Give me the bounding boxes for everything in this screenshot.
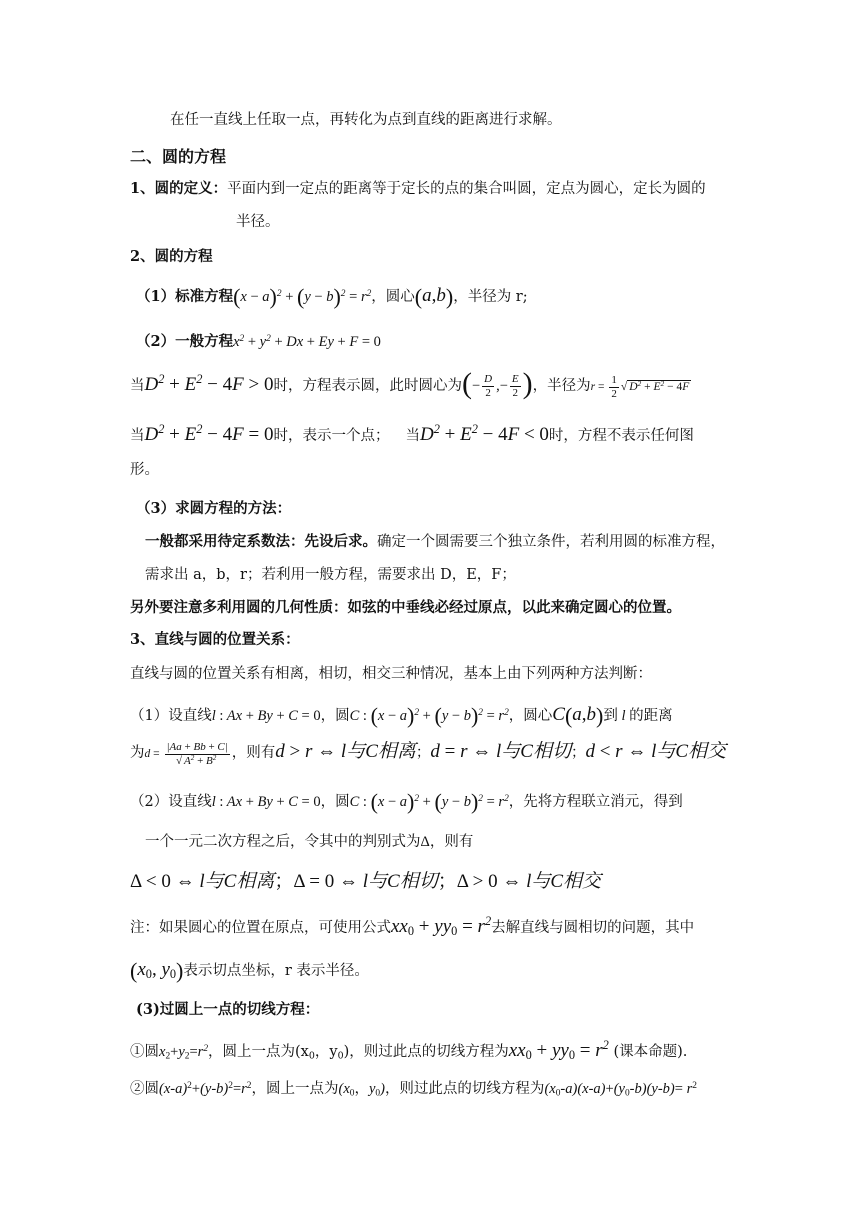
relation-far: d > r ⇔ l与C相离 (275, 741, 416, 762)
relation-tangent: d = r ⇔ l与C相切 (430, 741, 571, 762)
discriminant-relations: Δ < 0 ⇔ l与C相离；Δ = 0 ⇔ l与C相切；Δ > 0 ⇔ l与C相交 (130, 871, 602, 892)
tangent-case-1: ①圆$x_2+y_2=r^2$，圆上一点为($x_0$，$y_0$)，则过此点的切线方程为$xx_0 + yy_0 = r^2$ (课本命题). (130, 1038, 688, 1063)
method-1-line: （1）设直线l : Ax + By + C = 0，圆C : $(x - a)^2 + (y - b)^2 = r^2$，圆心C(a,b)到 l 的距离 (130, 703, 673, 728)
definition-label: 1、圆的定义： (130, 180, 228, 197)
definition-text: 半径。 (236, 214, 280, 230)
circle-equation: C : $(x - a)^2 + (y - b)^2 = r^2$ (349, 703, 509, 728)
paragraph-text: 在任一直线上任取一点，再转化为点到直线的距离进行求解。 (170, 112, 562, 128)
center-formula: (a,b) (414, 284, 454, 309)
method-2-line: （2）设直线l : Ax + By + C = 0，圆C : $(x - a)^2 + (y - b)^2 = r^2$，先将方程联立消元，得到 (130, 789, 683, 814)
method-emphasis: 一般都采用待定系数法：先设后求。 (145, 533, 377, 550)
tangent-formula: $xx_0 + yy_0 = r^2$ (391, 914, 492, 939)
general-equation-line (136, 330, 381, 354)
discriminant-negative: $D^2 + E^2 - 4F < 0$ (419, 422, 549, 445)
general-case-2: 当$D^2 + E^2 - 4F = 0$时，表示一个点； 当$D^2 + E^2 - 4F < 0$时，方程不表示任何图 (130, 422, 694, 445)
general-case-1: 当$D^2 + E^2 - 4F > 0$时，方程表示圆，此时圆心为(− $\frac{D}{2}$ ,− $\frac{E}{2}$ )，半径为r = $\frac{1}{2}$ √ $D^2 + E^2 - 4F$ (130, 367, 690, 400)
position-heading: 3、直线与圆的位置关系： (130, 631, 300, 648)
method-heading: （3）求圆方程的方法： (136, 500, 292, 517)
circle-center: C(a,b) (552, 703, 604, 728)
radius-formula: r = $\frac{1}{2}$ √ $D^2 + E^2 - 4F$ (590, 373, 690, 400)
tangent-point: ($x_0$, $y_0$) (130, 958, 184, 983)
text-line (170, 108, 562, 132)
subsection-heading: 2、圆的方程 (130, 248, 213, 265)
standard-equation-line: （1）标准方程$(x - a)^2 + (y - b)^2 = r^2$，圆心(a,b)，半径为 r; (136, 284, 528, 309)
method-2-line-2: 一个一元二次方程之后，令其中的判别式为Δ，则有 (145, 834, 474, 850)
discriminant-positive: $D^2 + E^2 - 4F > 0$ (144, 372, 274, 395)
tangent-heading: (3)过圆上一点的切线方程： (136, 1001, 320, 1018)
position-intro: 直线与圆的位置关系有相离，相切，相交三种情况，基本上由下列两种方法判断： (130, 666, 652, 682)
note-line-2: ($x_0$, $y_0$)表示切点坐标，r 表示半径。 (130, 958, 369, 983)
definition-text: 平面内到一定点的距离等于定长的点的集合叫圆，定点为圆心，定长为圆的 (227, 181, 706, 197)
general-equation-label: （2）一般方程 (136, 333, 234, 350)
standard-equation-label: （1）标准方程 (136, 288, 234, 305)
center-formula-general: (− $\frac{D}{2}$ ,− $\frac{E}{2}$ ) (461, 367, 533, 400)
section-heading: 二、圆的方程 (130, 147, 227, 166)
general-case-2-cont: 形。 (130, 462, 159, 478)
note-line: 注：如果圆心的位置在原点，可使用公式$xx_0 + yy_0 = r^2$去解直线与圆相切的问题，其中 (130, 914, 695, 939)
method-line-2: 需求出 a，b，r；若利用一般方程，需要求出 D，E，F； (145, 567, 516, 583)
method-line-1: 一般都采用待定系数法：先设后求。确定一个圆需要三个独立条件，若利用圆的标准方程， (145, 533, 725, 550)
line-equation: l : Ax + By + C = 0 (211, 708, 321, 724)
definition-line-2 (236, 210, 280, 234)
definition-line (130, 177, 706, 201)
circle-equation: C : $(x - a)^2 + (y - b)^2 = r^2$ (349, 789, 509, 814)
line-equation: l : Ax + By + C = 0 (211, 794, 321, 810)
tangent-case-2: ②圆$(x-a)^2+(y-b)^2=r^2$，圆上一点为($x_0$，$y_0$)，则过此点的切线方程为$(x_0-a)(x-a)+(y_0-b)(y-b)= r^2$ (130, 1080, 697, 1099)
standard-equation-formula: $(x - a)^2 + (y - b)^2 = r^2$ (233, 284, 372, 309)
distance-formula: d = $\frac{|Aa + Bb + C|}{√ A^2 + B^2}$ (144, 740, 228, 767)
geometry-note: 另外要注意多利用圆的几何性质：如弦的中垂线必经过原点，以此来确定圆心的位置。 (130, 599, 681, 616)
discriminant-zero: $D^2 + E^2 - 4F = 0$ (144, 422, 274, 445)
general-equation-formula: $x^2 + y^2 + Dx + Ey + F = 0$ (233, 333, 381, 350)
method-1-distance-line: 为d = $\frac{|Aa + Bb + C|}{√ A^2 + B^2}$ ，则有d > r ⇔ l与C相离；d = r ⇔ l与C相切；d < r ⇔ l与C相交 (130, 740, 727, 767)
relation-intersect: d < r ⇔ l与C相交 (585, 741, 727, 762)
